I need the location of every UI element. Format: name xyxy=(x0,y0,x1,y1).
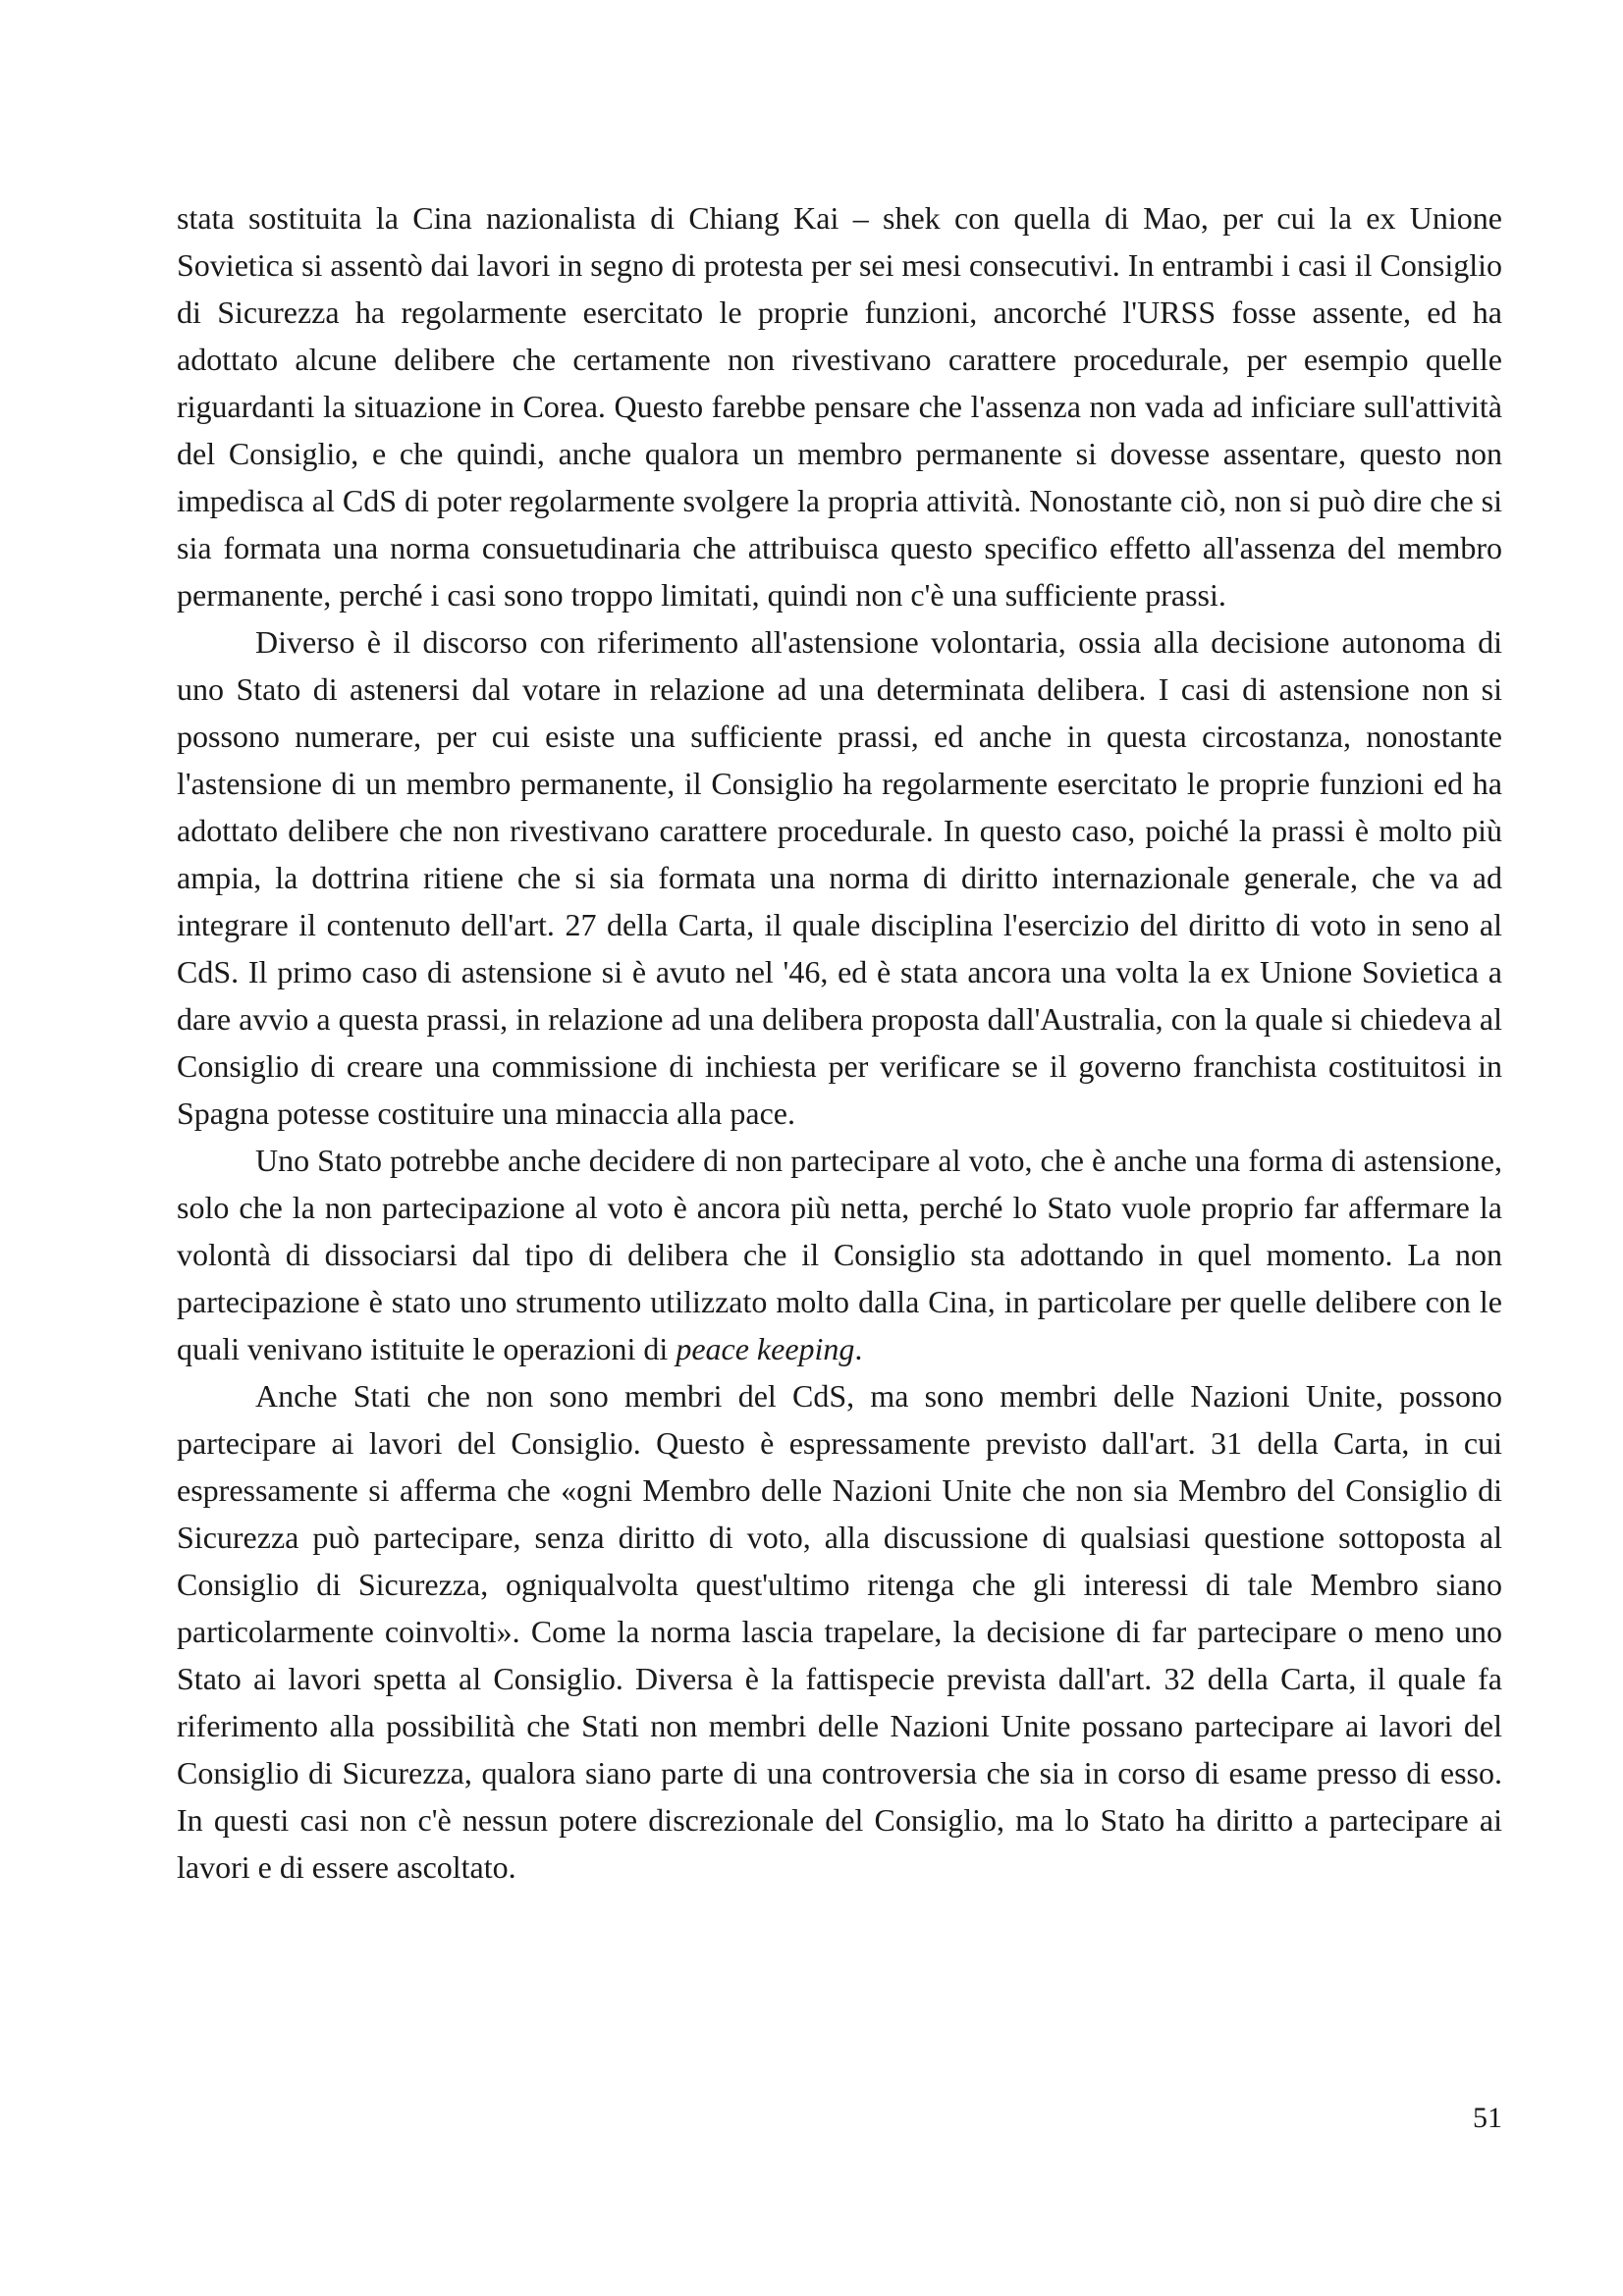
paragraph-4: Anche Stati che non sono membri del CdS, ma sono membri delle Nazioni Unite, possono partecipare ai lavori del Consiglio. Questo è espressamente previsto dall'art. 31 della Carta, in cui espressamente si afferma che «ogni Membro delle Nazioni Unite che non sia Membro del Consiglio di Sicurezza può partecipare, senza diritto di voto, alla discussione di qualsiasi questione sottoposta al Consiglio di Sicurezza, ogniqualvolta quest'ultimo ritenga che gli interessi di tale Membro siano particolarmente coinvolti». Come la norma lascia trapelare, la decisione di far partecipare o meno uno Stato ai lavori spetta al Consiglio. Diversa è la fattispecie prevista dall'art. 32 della Carta, il quale fa riferimento alla possibilità che Stati non membri delle Nazioni Unite possano partecipare ai lavori del Consiglio di Sicurezza, qualora siano parte di una controversia che sia in corso di esame presso di esso. In questi casi non c'è nessun potere discrezionale del Consiglio, ma lo Stato ha diritto a partecipare ai lavori e di essere ascoltato. xyxy=(177,1378,1502,1885)
paragraph-2: Diverso è il discorso con riferimento all'astensione volontaria, ossia alla decisione autonoma di uno Stato di astenersi dal votare in relazione ad una determinata delibera. I casi di astensione non si possono numerare, per cui esiste una sufficiente prassi, ed anche in questa circostanza, nonostante l'astensione di un membro permanente, il Consiglio ha regolarmente esercitato le proprie funzioni ed ha adottato delibere che non rivestivano carattere procedurale. In questo caso, poiché la prassi è molto più ampia, la dottrina ritiene che si sia formata una norma di diritto internazionale generale, che va ad integrare il contenuto dell'art. 27 della Carta, il quale disciplina l'esercizio del diritto di voto in seno al CdS. Il primo caso di astensione si è avuto nel '46, ed è stata ancora una volta la ex Unione Sovietica a dare avvio a questa prassi, in relazione ad una delibera proposta dall'Australia, con la quale si chiedeva al Consiglio di creare una commissione di inchiesta per verificare se il governo franchista costituitosi in Spagna potesse costituire una minaccia alla pace. xyxy=(177,624,1502,1131)
paragraph-1: stata sostituita la Cina nazionalista di Chiang Kai – shek con quella di Mao, per cui la ex Unione Sovietica si assentò dai lavori in segno di protesta per sei mesi consecutivi. In entrambi i casi il Consiglio di Sicurezza ha regolarmente esercitato le proprie funzioni, ancorché l'URSS fosse assente, ed ha adottato alcune delibere che certamente non rivestivano carattere procedurale, per esempio quelle riguardanti la situazione in Corea. Questo farebbe pensare che l'assenza non vada ad inficiare sull'attività del Consiglio, e che quindi, anche qualora un membro permanente si dovesse assentare, questo non impedisca al CdS di poter regolarmente svolgere la propria attività. Nonostante ciò, non si può dire che si sia formata una norma consuetudinaria che attribuisca questo specifico effetto all'assenza del membro permanente, perché i casi sono troppo limitati, quindi non c'è una sufficiente prassi. xyxy=(177,200,1502,613)
paragraph-3 xyxy=(177,1137,1502,1372)
italic-term-peace-keeping: peace keeping xyxy=(676,1331,855,1366)
paragraph-3-period: . xyxy=(854,1331,863,1366)
paragraph-3-text: Uno Stato potrebbe anche decidere di non partecipare al voto, che è anche una forma di astensione, solo che la non partecipazione al voto è ancora più netta, perché lo Stato vuole proprio far affermare la volontà di dissociarsi dal tipo di delibera che il Consiglio sta adottando in quel momento. La non partecipazione è stato uno strumento utilizzato molto dalla Cina, in particolare per quelle delibere con le quali venivano istituite le operazioni di xyxy=(177,1143,1502,1366)
body-text xyxy=(177,194,1502,1891)
page-number: 51 xyxy=(1473,2102,1502,2134)
